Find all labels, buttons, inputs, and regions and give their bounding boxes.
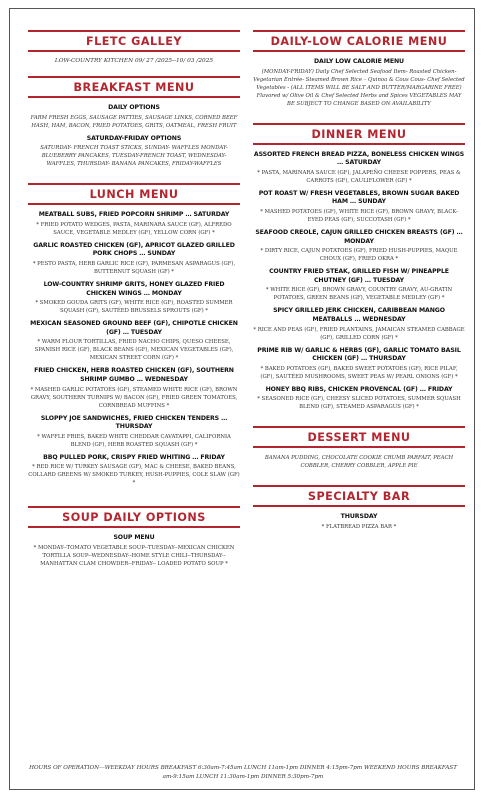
section-lowcal-heading: DAILY-LOW CALORIE MENU: [253, 30, 465, 52]
lunch-item: GARLIC ROASTED CHICKEN (GF), APRICOT GLAZED GRILLED PORK CHOPS … SUNDAY * PESTO PASTA, HERB GARLIC RICE (GF), PARMESAN ASPARAGUS (GF), BUTTERNUT SQUASH (GF) *: [32, 241, 236, 275]
lunch-item: MEATBALL SUBS, FRIED POPCORN SHRIMP … SATURDAY * FRIED POTATO WEDGES, PASTA, MARINARA SAUCE (GF), ALFREDO SAUCE, VEGETABLE MEDLEY (GF), YELLOW CORN (GF) *: [36, 211, 232, 236]
lowcal-item: DAILY LOW CALORIE MENU (MONDAY-FRIDAY) Daily Chef Selected Seafood Item- Roasted Chicken- Vegetarian Entrée- Steamed Brown Rice – Quinoa & Cous Cous- Chef Selected Vegetables - (ALL ITEMS WILL BE SALT AND BUTTER/MARGARINE FREE) Flavored w/ Olive Oil & Chef Selected Herbs and Spices VEGETABLES MAY BE SUBJECT TO CHANGE BASED ON AVAILABILITY: [253, 58, 465, 107]
dinner-item: PRIME RIB W/ GARLIC & HERBS (GF), GARLIC TOMATO BASIL CHICKEN (GF) … THURSDAY * BAKED POTATOES (GF), BAKED SWEET POTATOES (GF), RICE PILAF, (GF), SAUTÉED MUSHROOMS, SWEET PEAS W/ PEARL ONIONS (GF) *: [257, 346, 461, 380]
lunch-item: BBQ PULLED PORK, CRISPY FRIED WHITING … FRIDAY * RED RICE W/ TURKEY SAUSAGE (GF), MAC & CHEESE, BAKED BEANS, COLLARD GREENS W/ SMOKED TURKEY, HUSH-PUPPIES, COLE SLAW (GF) *: [28, 453, 240, 487]
right-column: [253, 30, 465, 536]
section-dessert-heading: DESSERT MENU: [253, 426, 465, 448]
hours-footer: HOURS OF OPERATION—WEEKDAY HOURS BREAKFAST 6:30am-7:45am LUNCH 11am-1pm DINNER 4:15pm-7pm WEEKEND HOURS BREAKFAST am-9:15am LUNCH 11:30am-1pm DINNER 5:30pm-7pm: [29, 765, 457, 780]
lunch-item: SLOPPY JOE SANDWICHES, FRIED CHICKEN TENDERS … THURSDAY * WAFFLE FRIES, BAKED WHITE CHEDDAR CAVATAPPI, CALIFORNIA BLEND (GF), HERB ROASTED SQUASH (GF) *: [37, 414, 231, 448]
dinner-item: HONEY BBQ RIBS, CHICKEN PROVENCAL (GF) … FRIDAY * SEASONED RICE (GF), CHEESY SLICED POTATOES, SUMMER SQUASH BLEND (GF), STEAMED ASPARAGUS (GF) *: [257, 385, 461, 411]
lunch-item: LOW-COUNTRY SHRIMP GRITS, HONEY GLAZED FRIED CHICKEN WINGS … MONDAY * SMOKED GOUDA GRITS (GF), WHITE RICE (GF), ROASTED SUMMER SQUASH (GF), SAUTÉED BRUSSELS SPROUTS (GF) *: [35, 280, 233, 315]
dinner-item: POT ROAST W/ FRESH VEGETABLES, BROWN SUGAR BAKED HAM … SUNDAY * MASHED POTATOES (GF), WHITE RICE (GF), BROWN GRAVY, BLACK-EYED PEAS (GF), SUCCOTASH (GF) *: [258, 189, 460, 223]
dessert-item: BANANA PUDDING, CHOCOLATE COOKIE CRUMB PARFAIT, PEACH COBBLER, CHERRY COBBLER, APPLE PIE: [264, 455, 454, 470]
section-dinner-heading: DINNER MENU: [253, 123, 465, 145]
section-galley-heading: FLETC GALLEY: [28, 30, 240, 52]
dinner-item: SEAFOOD CREOLE, CAJUN GRILLED CHICKEN BREASTS (GF) … MONDAY * DIRTY RICE, CAJUN POTATOES (GF), FRIED HUSH-PUPPIES, MAQUE CHOUX (GF), FRIED OKRA *: [255, 228, 463, 263]
lunch-item: MEXICAN SEASONED GROUND BEEF (GF), CHIPOTLE CHICKEN (GF) … TUESDAY * WARM FLOUR TORTILLAS, FRIED NACHO CHIPS, QUESO CHEESE, SPANISH RICE (GF), BLACK BEANS (GF), MEXICAN VEGETABLES (GF), MEXICAN STREET CORN (GF) *: [30, 320, 238, 362]
left-column: [28, 30, 240, 573]
section-lunch-heading: LUNCH MENU: [28, 183, 240, 205]
breakfast-item: DAILY OPTIONS FARM FRESH EGGS, SAUSAGE PATTIES, SAUSAGE LINKS, CORNED BEEF HASH, HAM, BACON, FRIED POTATOES, GRITS, OATMEAL, FRESH FRUIT: [30, 104, 238, 129]
section-soup-heading: SOUP DAILY OPTIONS: [28, 506, 240, 528]
galley-subtitle: LOW-COUNTRY KITCHEN 09/ 27 /2025--10/ 03 /2025: [54, 58, 214, 64]
specialty-item: THURSDAY * FLATBREAD PIZZA BAR *: [321, 513, 397, 530]
section-specialty-heading: SPECIALTY BAR: [253, 485, 465, 507]
dinner-item: ASSORTED FRENCH BREAD PIZZA, BONELESS CHICKEN WINGS … SATURDAY * PASTA, MARINARA SAUCE (GF), JALAPEÑO CHEESE POPPERS, PEAS & CARROTS (GF), CAULIFLOWER (GF) *: [253, 150, 465, 184]
lunch-item: FRIED CHICKEN, HERB ROASTED CHICKEN (GF), SOUTHERN SHRIMP GUMBO … WEDNESDAY * MASHED GARLIC POTATOES (GF), STEAMED WHITE RICE (GF), BROWN GRAVY, SOUTHERN TURNIPS W/ BACON (GF), FRIED GREEN TOMATOES, CORNBREAD MUFFINS *: [30, 367, 238, 409]
breakfast-item: SATURDAY-FRIDAY OPTIONS SATURDAY- FRENCH TOAST STICKS, SUNDAY- WAFFLES MONDAY- BLUEBERRY PANCAKES, TUESDAY-FRENCH TOAST, WEDNESDAY- WAFFLES, THURSDAY- BANANA PANCAKES, FRIDAY-WAFFLES: [40, 134, 228, 168]
section-breakfast-heading: BREAKFAST MENU: [28, 76, 240, 98]
dinner-item: COUNTRY FRIED STEAK, GRILLED FISH W/ PINEAPPLE CHUTNEY (GF) … TUESDAY * WHITE RICE (GF), BROWN GRAVY, COUNTRY GRAVY, AU-GRATIN POTATOES, GREEN BEANS (GF), VEGETABLE MEDLEY (GF) *: [265, 268, 453, 302]
dinner-item: SPICY GRILLED JERK CHICKEN, CARIBBEAN MANGO MEATBALLS … WEDNESDAY * RICE AND PEAS (GF), FRIED PLANTAINS, JAMAICAN STEAMED CABBAGE (GF), GRILLED CORN (GF) *: [253, 307, 465, 341]
soup-item: SOUP MENU * MONDAY--TOMATO VEGETABLE SOUP--TUESDAY--MEXICAN CHICKEN TORTILLA SOUP--WEDNESDAY--HOME STYLE CHILI--THURSDAY--MANHATTAN CLAM CHOWDER--FRIDAY-- LOADED POTATO SOUP *: [33, 534, 235, 567]
